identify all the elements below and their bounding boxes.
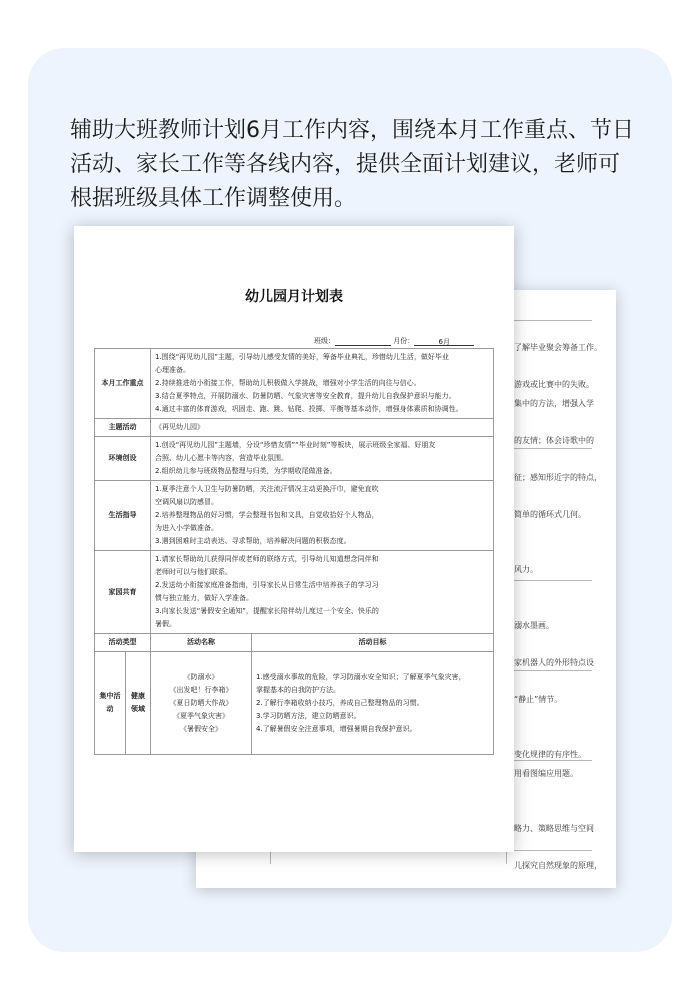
activity-name: 《暑假安全》	[180, 724, 222, 733]
activity-goal: 掌握基本的自我防护方法。	[256, 685, 340, 694]
back-page-line: 用看图编应用题。	[514, 768, 578, 778]
front-page	[74, 226, 514, 852]
back-page-line: 儿探究自然现象的原理，	[514, 861, 602, 870]
activity-goal: 3.学习防晒方法，建立防晒意识。	[256, 711, 361, 720]
life-label: 生活指导	[95, 481, 151, 551]
class-blank	[335, 337, 391, 346]
back-page-line: 游戏或比赛中的失败。	[514, 380, 594, 389]
back-page-line: 溺水墨画。	[514, 620, 554, 630]
activity-name: 《防溺水》	[183, 672, 219, 681]
focus-line: 1.围绕“再见幼儿园”主题，引导幼儿感受友情的美好，筹备毕业典礼，珍惜幼儿生活，做好毕业	[155, 353, 449, 361]
home-line: 1.请家长帮助幼儿获得同伴或老师的联络方式，引导幼儿知道想念同伴和	[155, 555, 379, 563]
focus-line: 2.持续推进幼小衔接工作，帮助幼儿积极做入学挑战，增强对小学生活的向往与信心。	[155, 379, 421, 387]
life-line: 2.培养整理物品的好习惯，学会整理书包和文具，自觉收拾好个人物品，	[155, 511, 379, 519]
environment-line: 2.组织幼儿参与班级物品整理与归类，为学期收尾做准备。	[155, 467, 337, 475]
activity-domain-label: 健康领域	[126, 652, 151, 755]
table-row	[95, 419, 494, 437]
focus-line: 3.结合夏季特点，开展防溺水、防暑防晒、气象灾害等安全教育，提升幼儿自我保护意识与能力。	[155, 392, 456, 400]
theme-value: 《再见幼儿园》	[151, 419, 494, 437]
table-row	[95, 481, 494, 551]
document-title: 幼儿园月计划表	[245, 289, 343, 305]
table-row	[95, 437, 494, 481]
home-content	[151, 551, 494, 634]
activity-goal: 1.感受溺水事故的危险，学习防溺水安全知识；了解夏季气象灾害，	[256, 672, 466, 681]
activity-names	[151, 652, 252, 755]
home-line: 暑假。	[155, 620, 176, 628]
life-line: 1.夏季注意个人卫生与防暑防晒，关注流汗情况主动更换汗巾，避免直吹	[155, 485, 379, 493]
focus-line: 心理准备。	[155, 366, 190, 374]
life-line: 3.遇到困难时主动表达、寻求帮助，培养解决问题的积极态度。	[155, 537, 351, 545]
table-row	[95, 652, 494, 755]
back-page-line: 变化规律的有序性。	[514, 750, 586, 759]
class-month-line	[314, 336, 474, 346]
plan-table	[94, 348, 494, 755]
focus-line: 4.通过丰富的体育游戏，巩固走、跑、跳、钻爬、投掷、平衡等基本动作，增强身体素质和协调性。	[155, 405, 463, 413]
back-page-line: 征；感知形近字的特点，	[514, 472, 602, 482]
back-page-line: 风力。	[514, 565, 538, 574]
activity-goal-header: 活动目标	[252, 634, 494, 652]
back-page-line: “静止”情节。	[514, 694, 563, 704]
activity-goal: 2.了解行李箱收纳小技巧，养成自己整理物品的习惯。	[256, 698, 424, 707]
focus-content	[151, 349, 494, 419]
table-row	[95, 551, 494, 634]
activity-name: 《夏日防晒大作战》	[169, 698, 233, 707]
home-line: 3.向家长发送“暑假安全通知”，提醒家长陪伴幼儿度过一个安全、快乐的	[155, 607, 379, 615]
activity-name: 《夏季气象灾害》	[173, 711, 229, 720]
activity-goal: 4.了解暑假安全注意事项，增强暑期自我保护意识。	[256, 724, 417, 733]
activity-type-header: 活动类型	[95, 634, 151, 652]
activity-group-label: 集中活动	[95, 652, 126, 755]
home-line: 老师时可以与他们联系。	[155, 568, 232, 576]
back-page-line: 略力、策略思维与空间	[514, 824, 594, 833]
intro-text: 辅助大班教师计划6月工作内容，围绕本月工作重点、节日活动、家长工作等各线内容，提供全面计划建议，老师可根据班级具体工作调整使用。	[70, 118, 634, 211]
back-page-line: 简单的循环式几何。	[514, 509, 586, 519]
month-label: 月份：	[393, 337, 415, 345]
environment-line: 合照、幼儿心愿卡等内容，营造毕业氛围。	[155, 454, 288, 462]
table-row	[95, 349, 494, 419]
back-page-line: 集中的方法，增强入学	[514, 398, 594, 408]
home-label: 家园共育	[95, 551, 151, 634]
home-line: 2.发送幼小衔接家庭准备指南，引导家长从日常生活中培养孩子的学习习	[155, 581, 379, 589]
home-line: 惯与独立能力，做好入学准备。	[155, 594, 253, 602]
activity-goals	[252, 652, 494, 755]
back-page-line: 了解毕业聚会筹备工作。	[514, 343, 602, 352]
theme-label: 主题活动	[95, 419, 151, 437]
life-line: 空调风扇以防感冒。	[155, 498, 218, 506]
life-line: 为进入小学做准备。	[155, 524, 218, 532]
environment-content	[151, 437, 494, 481]
back-page-line: 的友情；体会诗歌中的	[514, 435, 594, 445]
class-label: 班级：	[314, 337, 335, 345]
activity-name-header: 活动名称	[151, 634, 252, 652]
environment-line: 1.创设“再见幼儿园”主题墙，分设“珍惜友情”“毕业时刻”等板块，展示班级全家福、好朋友	[155, 441, 436, 449]
environment-label: 环境创设	[95, 437, 151, 481]
back-page-line: 家机器人的外形特点设	[514, 657, 594, 667]
table-row	[95, 634, 494, 652]
focus-label: 本月工作重点	[95, 349, 151, 419]
life-content	[151, 481, 494, 551]
month-value: 6月	[414, 337, 474, 346]
activity-name: 《出发吧！行李箱》	[169, 685, 233, 694]
